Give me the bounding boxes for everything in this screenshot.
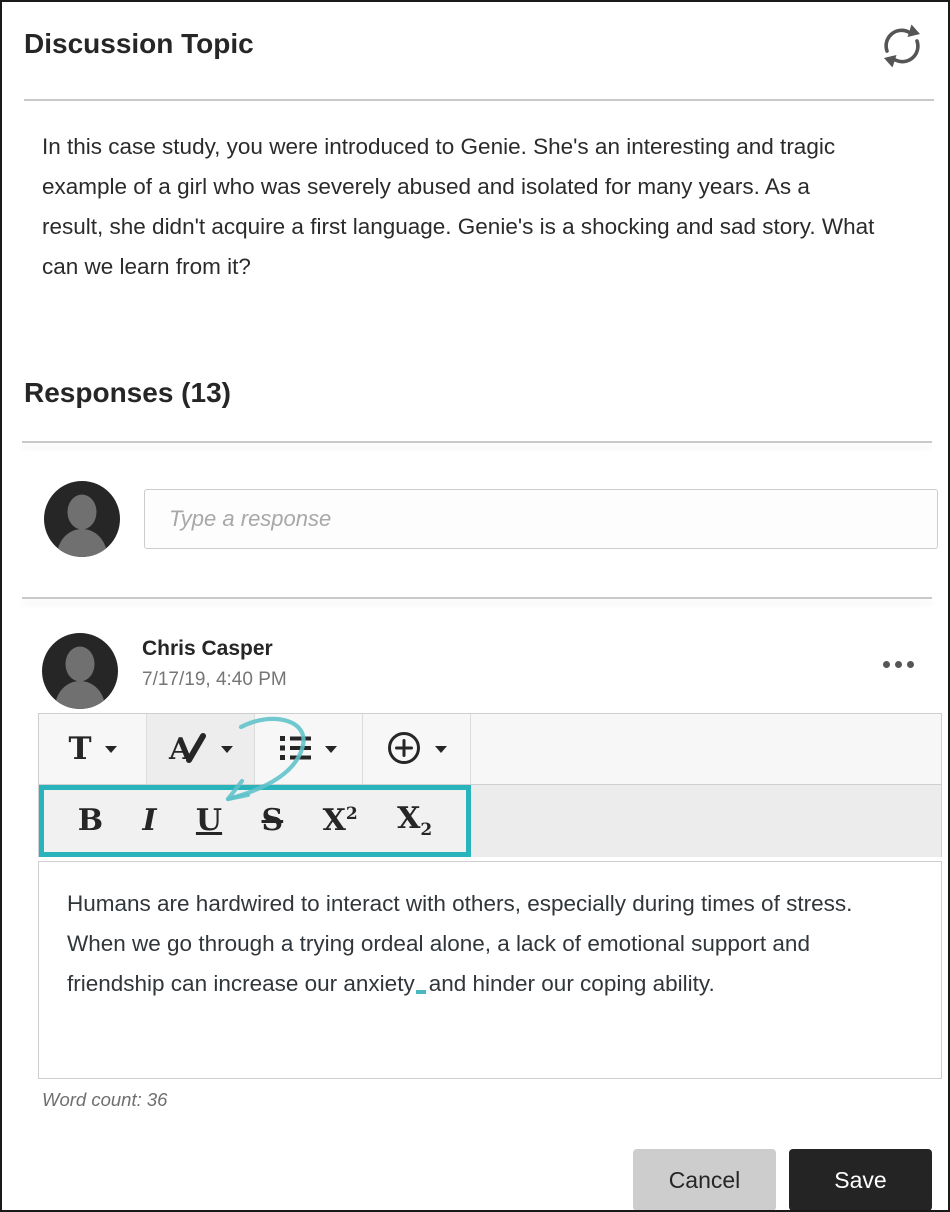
ellipsis-icon bbox=[883, 661, 890, 668]
bold-button[interactable]: B bbox=[77, 803, 104, 838]
subscript-button[interactable]: $X_2$ bbox=[397, 800, 433, 840]
text-style-dropdown[interactable] bbox=[39, 714, 147, 784]
header-divider bbox=[24, 99, 934, 101]
editor-toolbar-format bbox=[38, 785, 942, 857]
list-dropdown[interactable] bbox=[255, 714, 363, 784]
chevron-down-icon bbox=[325, 746, 337, 753]
editor-text-after-cursor: and hinder our coping ability. bbox=[428, 971, 715, 996]
post-info bbox=[142, 633, 287, 691]
refresh-icon bbox=[878, 58, 926, 73]
ellipsis-icon bbox=[895, 661, 902, 668]
chevron-down-icon bbox=[435, 746, 447, 753]
page-header bbox=[2, 2, 948, 73]
chevron-down-icon bbox=[105, 746, 117, 753]
response-composer bbox=[44, 481, 938, 557]
plus-circle-icon bbox=[386, 730, 422, 769]
chevron-down-icon bbox=[221, 746, 233, 753]
post-author: Chris Casper bbox=[142, 637, 273, 660]
topic-text: In this case study, you were introduced to Genie. She's an interesting and tragic example of a girl who was severely abused and isolated for many years. As a result, she didn't acquire a first language. Genie's is a shocking and sad story. What can we learn from it? bbox=[42, 134, 875, 279]
post-header bbox=[42, 633, 920, 709]
italic-button[interactable]: I bbox=[142, 803, 157, 838]
responses-heading: Responses (13) bbox=[24, 377, 231, 408]
post-divider bbox=[22, 597, 932, 599]
text-cursor bbox=[416, 990, 426, 994]
save-button[interactable]: Save bbox=[789, 1149, 932, 1211]
responses-divider bbox=[22, 441, 932, 443]
svg-text:A: A bbox=[169, 731, 193, 767]
post-timestamp: 7/17/19, 4:40 PM bbox=[142, 669, 287, 690]
strikethrough-button[interactable]: S bbox=[261, 803, 284, 838]
rich-text-editor bbox=[38, 713, 942, 1079]
avatar bbox=[44, 481, 120, 557]
editor-text-before-cursor: Humans are hardwired to interact with others, especially during times of stress. When we go through a trying ordeal alone, a lack of emotional support and friendship can increase our anxiety bbox=[67, 891, 853, 996]
editor-toolbar-primary bbox=[38, 713, 942, 785]
word-count: Word count: 36 bbox=[42, 1089, 168, 1110]
superscript-button[interactable]: $X^2$ bbox=[322, 803, 358, 838]
text-style-icon: T bbox=[68, 730, 92, 767]
cancel-button[interactable]: Cancel bbox=[633, 1149, 776, 1211]
response-input[interactable] bbox=[144, 489, 938, 549]
font-format-icon bbox=[168, 729, 208, 770]
page-title: Discussion Topic bbox=[24, 28, 254, 59]
ellipsis-icon bbox=[907, 661, 914, 668]
post-options-button[interactable] bbox=[877, 655, 920, 674]
insert-dropdown[interactable] bbox=[363, 714, 471, 784]
format-row-highlight bbox=[39, 785, 471, 857]
list-icon bbox=[280, 735, 312, 764]
underline-button[interactable]: U bbox=[195, 803, 223, 838]
avatar bbox=[42, 633, 118, 709]
font-format-dropdown[interactable] bbox=[147, 714, 255, 784]
footer-actions bbox=[2, 1149, 932, 1211]
refresh-button[interactable] bbox=[878, 22, 926, 73]
editor-content[interactable] bbox=[38, 861, 942, 1079]
